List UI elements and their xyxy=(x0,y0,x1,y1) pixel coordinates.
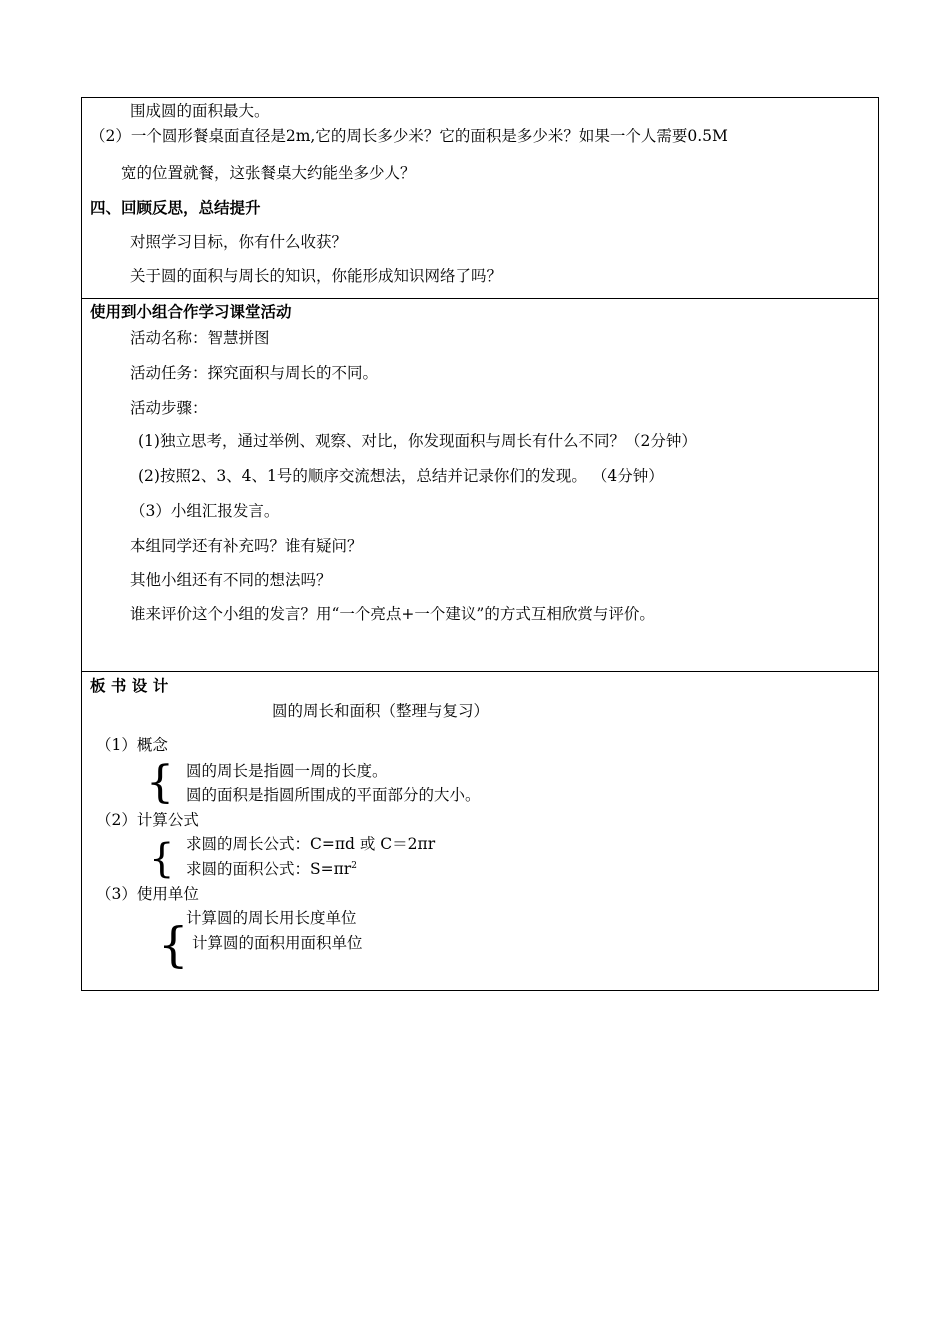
brace-icon: { xyxy=(149,836,175,882)
exponent: 2 xyxy=(351,860,357,871)
board-point-label: （1）概念 xyxy=(96,736,168,754)
activity-step: （3）小组汇报发言。 xyxy=(130,502,280,520)
row-divider-1 xyxy=(82,298,878,299)
text-line: 谁来评价这个小组的发言？用“一个亮点+一个建议”的方式互相欣赏与评价。 xyxy=(130,605,655,623)
text-line: （2）一个圆形餐桌面直径是2m,它的周长多少米？它的面积是多少米？如果一个人需要0.5M xyxy=(90,127,728,145)
board-point-item: 计算圆的周长用长度单位 xyxy=(186,909,357,927)
board-point-label: （2）计算公式 xyxy=(96,811,199,829)
area-formula-text: 求圆的面积公式：S=πr xyxy=(186,860,352,878)
section-heading: 使用到小组合作学习课堂活动 xyxy=(90,303,292,321)
activity-step: (1)独立思考，通过举例、观察、对比，你发现面积与周长有什么不同？（2分钟） xyxy=(138,432,697,450)
text-line: 本组同学还有补充吗？谁有疑问？ xyxy=(130,537,363,555)
section-heading: 四、回顾反思，总结提升 xyxy=(90,199,261,217)
board-point-item: 圆的面积是指圆所围成的平面部分的大小。 xyxy=(186,786,481,804)
text-line: 围成圆的面积最大。 xyxy=(130,102,270,120)
text-line: 关于圆的面积与周长的知识，你能形成知识网络了吗？ xyxy=(130,267,503,285)
board-point-item: 求圆的周长公式：C=πd 或 C＝2πr xyxy=(186,835,436,853)
text-line: 其他小组还有不同的想法吗？ xyxy=(130,571,332,589)
brace-icon: { xyxy=(146,757,174,808)
activity-steps-label: 活动步骤： xyxy=(130,399,208,417)
text-line: 宽的位置就餐，这张餐桌大约能坐多少人？ xyxy=(121,164,416,182)
activity-step: (2)按照2、3、4、1号的顺序交流想法，总结并记录你们的发现。 （4分钟） xyxy=(138,467,664,485)
board-point-label: （3）使用单位 xyxy=(96,885,199,903)
text-line: 对照学习目标，你有什么收获？ xyxy=(130,233,348,251)
board-point-item: 计算圆的面积用面积单位 xyxy=(192,934,363,952)
row-divider-2 xyxy=(82,671,878,672)
board-point-item: 圆的周长是指圆一周的长度。 xyxy=(186,762,388,780)
board-title: 圆的周长和面积（整理与复习） xyxy=(272,702,490,720)
activity-name: 活动名称：智慧拼图 xyxy=(130,329,270,347)
activity-task: 活动任务：探究面积与周长的不同。 xyxy=(130,364,379,382)
section-heading: 板 书 设 计 xyxy=(90,677,169,695)
board-point-item xyxy=(186,859,357,879)
brace-icon: { xyxy=(158,917,189,973)
